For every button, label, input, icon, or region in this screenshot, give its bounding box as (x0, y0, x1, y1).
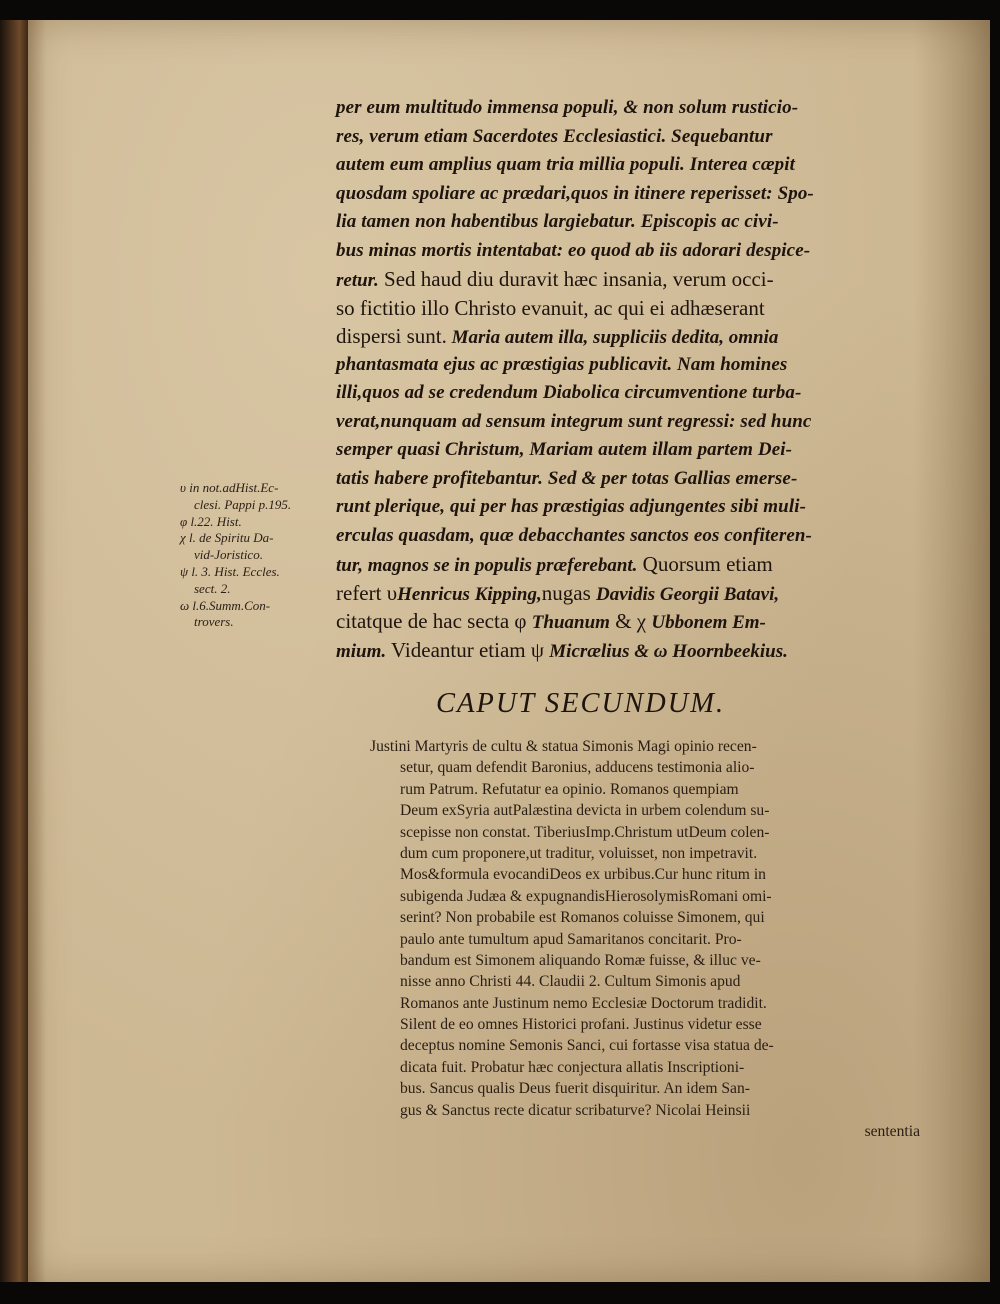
roman-segment: Quorsum etiam (637, 552, 773, 576)
chapter-summary (370, 736, 930, 1142)
main-text-line: illi,quos ad se credendum Diabolica circumventione turba- (336, 382, 802, 403)
italic-segment: Maria autem illa, suppliciis dedita, omnia (446, 327, 779, 348)
main-text-line (336, 265, 926, 294)
main-text-line (336, 607, 926, 636)
roman-segment: refert υ (336, 580, 398, 605)
summary-line: Deum exSyria autPalæstina devicta in urbem colendum su- (400, 802, 770, 820)
main-text-line (336, 322, 926, 351)
main-text-line: per eum multitudo immensa populi, & non solum rusticio- (336, 97, 799, 118)
main-text-line: res, verum etiam Sacerdotes Ecclesiastici. Sequebantur (336, 125, 773, 147)
margin-note: χ l. de Spiritu Da- (180, 530, 274, 546)
roman-segment: Sed haud diu duravit hæc insania, verum occi- (378, 267, 774, 291)
italic-segment: mium. (336, 640, 387, 662)
main-text-line: erculas quasdam, quæ debacchantes sanctos eos confiteren- (336, 524, 812, 546)
italic-segment: retur. (336, 270, 379, 291)
main-text-line: quosdam spoliare ac prædari,quos in itinere reperisset: Spo- (336, 182, 814, 204)
main-text-line (336, 550, 926, 579)
roman-segment: Videantur etiam ψ (386, 637, 550, 662)
roman-segment: dispersi sunt. (336, 324, 447, 348)
summary-line: rum Patrum. Refutatur ea opinio. Romanos quempiam (400, 780, 739, 798)
roman-segment: nugas (541, 580, 597, 605)
summary-line: dicata fuit. Probatur hæc conjectura allatis Inscriptioni- (400, 1058, 745, 1076)
margin-note: trovers. (194, 614, 234, 630)
margin-note: sect. 2. (194, 580, 231, 596)
summary-line: paulo ante tumultum apud Samaritanos concitarit. Pro- (400, 930, 742, 948)
main-text-line: phantasmata ejus ac præstigias publicavit. Nam homines (336, 353, 788, 375)
main-text-line: semper quasi Christum, Mariam autem illam partem Dei- (336, 439, 793, 460)
main-text-line (336, 636, 926, 665)
italic-segment: Thuanum (531, 612, 610, 633)
summary-line: scepisse non constat. TiberiusImp.Christum utDeum colen- (400, 823, 770, 841)
italic-segment: Henricus Kipping, (397, 583, 542, 605)
roman-segment: citatque de hac secta φ (336, 609, 532, 633)
margin-note: vid-Joristico. (194, 547, 263, 563)
summary-line: Romanos ante Justinum nemo Ecclesiæ Doctorum tradidit. (400, 994, 767, 1012)
main-text-line: so fictitio illo Christo evanuit, ac qui ei adhæserant (336, 295, 765, 320)
italic-segment: Davidis Georgii Batavi, (596, 583, 780, 605)
margin-note: υ in not.adHist.Ec- (180, 480, 279, 495)
summary-line: Justini Martyris de cultu & statua Simonis Magi opinio recen- (370, 738, 757, 755)
summary-line: Mos&formula evocandiDeos ex urbibus.Cur hunc ritum in (400, 866, 766, 884)
summary-line: serint? Non probabile est Romanos coluisse Simonem, qui (400, 909, 765, 927)
marginal-notes (180, 480, 340, 631)
summary-line: bus. Sancus qualis Deus fuerit disquiritur. An idem San- (400, 1080, 750, 1098)
summary-line: bandum est Simonem aliquando Romæ fuisse, & illuc ve- (400, 951, 761, 969)
catchword: sententia (864, 1123, 920, 1141)
main-text-line: lia tamen non habentibus largiebatur. Episcopis ac civi- (336, 211, 779, 232)
summary-line: gus & Sanctus recte dicatur scribaturve? Nicolai Heinsii (400, 1101, 751, 1119)
margin-note: φ l.22. Hist. (180, 513, 242, 529)
chapter-heading: CAPUT SECUNDUM. (436, 688, 726, 719)
italic-segment: tur, magnos se in populis præferebant. (336, 555, 638, 576)
main-text-line: bus minas mortis intentabat: eo quod ab iis adorari despice- (336, 239, 811, 261)
roman-segment: & χ (609, 609, 652, 633)
italic-segment: Ubbonem Em- (651, 612, 766, 633)
main-text-line: autem eum amplius quam tria millia populi. Interea cæpit (336, 154, 796, 175)
summary-line: deceptus nomine Semonis Sanci, cui fortasse visa statua de- (400, 1037, 774, 1055)
italic-segment: Micrælius & ω Hoornbeekius. (549, 640, 788, 662)
summary-line: nisse anno Christi 44. Claudii 2. Cultum Simonis apud (400, 973, 741, 991)
main-text-line: verat,nunquam ad sensum integrum sunt regressi: sed hunc (336, 410, 812, 432)
margin-note: clesi. Pappi p.195. (194, 496, 292, 512)
summary-line: Silent de eo omnes Historici profani. Justinus videtur esse (400, 1016, 762, 1034)
book-binding-edge (0, 20, 28, 1282)
summary-line: dum cum proponere,ut traditur, voluisset, non impetravit. (400, 844, 758, 862)
margin-note: ω l.6.Summ.Con- (180, 597, 271, 613)
summary-line: subigenda Judæa & expugnandisHierosolymisRomani omi- (400, 887, 772, 905)
summary-line: setur, quam defendit Baronius, adducens testimonia alio- (400, 759, 755, 777)
margin-note: ψ l. 3. Hist. Eccles. (180, 563, 280, 579)
main-text-line: runt plerique, qui per has præstigias adjungentes sibi muli- (336, 496, 807, 517)
main-text-block (336, 94, 926, 664)
main-text-line (336, 579, 926, 608)
main-text-line: tatis habere profitebantur. Sed & per totas Gallias emerse- (336, 467, 798, 489)
